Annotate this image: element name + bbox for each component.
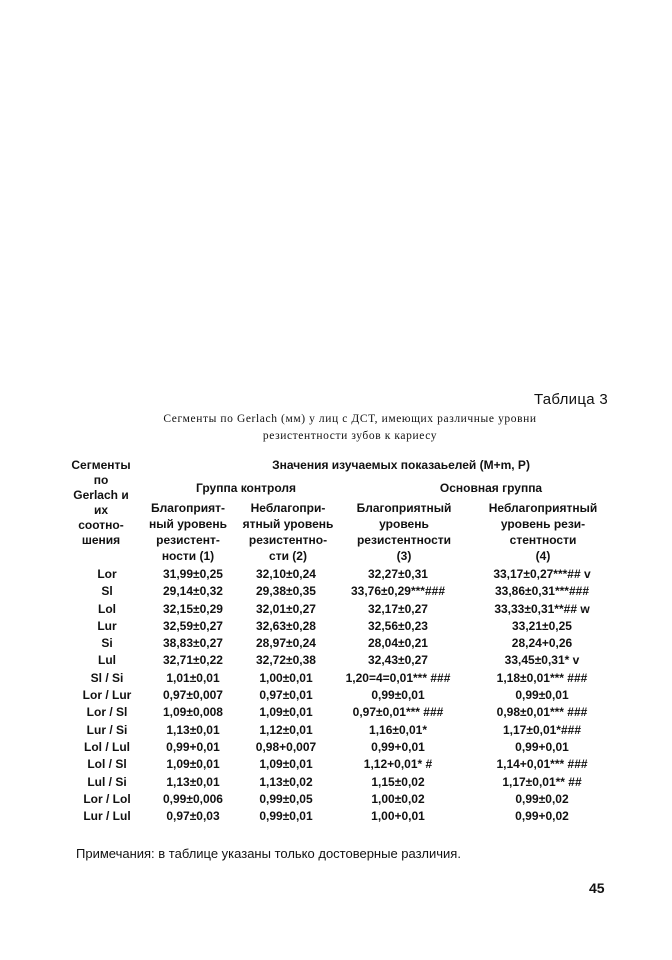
value-cell: 0,99±0,01 (259, 809, 313, 824)
header-segments-line: соотно- (78, 518, 124, 532)
segment-cell: Lur (97, 618, 117, 633)
segment-cell: Lol / Lul (84, 739, 130, 754)
value-cell: 38,83±0,27 (163, 636, 223, 651)
value-cell: 1,09±0,01 (166, 757, 220, 772)
value-cell: 1,12±0,01 (259, 722, 313, 737)
value-cell: 1,20=4=0,01*** ### (345, 670, 451, 685)
value-cell: 33,86±0,31***### (494, 584, 589, 599)
header-segments-line: шения (81, 533, 121, 547)
value-cell: 0,99±0,01 (371, 688, 425, 703)
value-cell: 0,97±0,03 (166, 809, 220, 824)
value-cell: 32,43±0,27 (368, 653, 428, 668)
header-segments-line: Gerlach и (73, 488, 129, 502)
value-cell: 1,17±0,01*### (503, 722, 581, 737)
header-segments-line: их (93, 503, 109, 517)
value-cell: 31,99±0,25 (163, 567, 223, 581)
value-cell: 0,99+0,01 (371, 739, 425, 754)
header-col-line: уровень рези- (500, 517, 586, 531)
table-caption-line-1: Сегменты по Gerlach (мм) у лиц с ДСТ, имеющих различные уровни (163, 413, 537, 425)
table-row (66, 791, 621, 808)
table-row (66, 704, 621, 721)
table-row (66, 739, 621, 756)
header-col-line: (4) (535, 549, 551, 563)
value-cell: 32,01±0,27 (256, 601, 316, 616)
value-cell: 28,97±0,24 (256, 636, 316, 651)
value-cell: 32,27±0,31 (368, 567, 428, 581)
segment-cell: Sl / Si (90, 670, 124, 685)
header-col-line: Неблагопри- (250, 501, 326, 515)
data-table (66, 456, 621, 825)
segment-cell: Lor / Lur (82, 688, 132, 703)
segment-cell: Lol (98, 601, 116, 616)
header-control-group: Группа контроля (196, 481, 296, 495)
value-cell: 29,14±0,32 (163, 584, 223, 599)
value-cell: 1,09±0,008 (163, 705, 223, 720)
segment-cell: Lor (97, 567, 117, 581)
table-row (66, 635, 621, 652)
table-row (66, 601, 621, 618)
header-col-line: ный уровень (149, 517, 227, 531)
value-cell: 1,09±0,01 (259, 705, 313, 720)
table-row (66, 722, 621, 739)
value-cell: 1,13±0,01 (166, 722, 220, 737)
value-cell: 1,14+0,01*** ### (496, 757, 588, 772)
header-col-line: резистентно- (248, 533, 328, 547)
header-col-line: Неблагоприятный (488, 501, 598, 515)
header-segments-line: Сегменты (71, 458, 131, 472)
table-row (66, 618, 621, 635)
table-row (66, 756, 621, 773)
value-cell: 32,71±0,22 (163, 653, 223, 668)
table-header (66, 456, 621, 566)
table-row (66, 774, 621, 791)
segment-cell: Lor / Lol (83, 791, 131, 806)
segment-cell: Si (101, 636, 113, 651)
header-col-line: уровень (379, 517, 429, 531)
header-col-line: резистент- (156, 533, 220, 547)
value-cell: 0,99+0,01 (515, 739, 569, 754)
value-cell: 0,99±0,05 (259, 791, 313, 806)
table-note: Примечания: в таблице указаны только достоверные различия. (76, 846, 461, 861)
value-cell: 29,38±0,35 (256, 584, 316, 599)
table-row (66, 583, 621, 600)
value-cell: 0,97±0,01 (259, 688, 313, 703)
value-cell: 0,99±0,006 (163, 791, 223, 806)
table-row (66, 670, 621, 687)
table-caption-line-2: резистентности зубов к кариесу (262, 430, 438, 442)
value-cell: 33,45±0,31* v (504, 653, 580, 668)
value-cell: 32,17±0,27 (368, 601, 428, 616)
header-col-line: (3) (396, 549, 412, 563)
header-segments (66, 458, 136, 548)
header-col-line: ности (1) (161, 549, 215, 563)
segment-cell: Lol / Sl (87, 757, 127, 772)
segment-cell: Sl (101, 584, 113, 599)
value-cell: 1,13±0,01 (166, 774, 220, 789)
header-col-4 (468, 500, 618, 564)
value-cell: 1,18±0,01*** ### (496, 670, 588, 685)
segment-cell: Lur / Lul (83, 809, 131, 824)
header-col-2 (238, 500, 338, 564)
table-row (66, 566, 621, 583)
table-body (66, 566, 621, 825)
value-cell: 0,99±0,01 (515, 688, 569, 703)
value-cell: 0,98±0,01*** ### (496, 705, 588, 720)
value-cell: 32,63±0,28 (256, 618, 316, 633)
header-segments-line: по (93, 473, 109, 487)
value-cell: 1,13±0,02 (259, 774, 313, 789)
value-cell: 32,15±0,29 (163, 601, 223, 616)
header-col-line: Благоприят- (151, 501, 225, 515)
value-cell: 0,99+0,01 (166, 739, 220, 754)
value-cell: 32,59±0,27 (163, 618, 223, 633)
header-col-line: Благоприятный (356, 501, 452, 515)
value-cell: 33,76±0,29***### (350, 584, 445, 599)
page-number: 45 (589, 880, 605, 896)
value-cell: 28,24+0,26 (511, 636, 573, 651)
value-cell: 1,00±0,02 (371, 791, 425, 806)
value-cell: 1,00±0,01 (259, 670, 313, 685)
table-label: Таблица 3 (533, 391, 608, 408)
table-row (66, 808, 621, 825)
segment-cell: Lul / Si (87, 774, 127, 789)
value-cell: 32,10±0,24 (256, 567, 316, 581)
segment-cell: Lor / Sl (86, 705, 128, 720)
value-cell: 33,33±0,31**## w (494, 601, 590, 616)
header-col-line: стентности (509, 533, 577, 547)
value-cell: 0,99±0,02 (515, 791, 569, 806)
table-row (66, 652, 621, 669)
value-cell: 0,97±0,01*** ### (352, 705, 444, 720)
value-cell: 32,72±0,38 (256, 653, 316, 668)
header-values-title: Значения изучаемых показаьелей (M+m, P) (272, 458, 530, 472)
segment-cell: Lur / Si (86, 722, 128, 737)
header-col-line: сти (2) (269, 549, 307, 563)
value-cell: 33,21±0,25 (512, 618, 572, 633)
header-col-line: ятный уровень (242, 517, 334, 531)
header-main-group: Основная группа (439, 481, 543, 495)
value-cell: 28,04±0,21 (368, 636, 428, 651)
value-cell: 1,16±0,01* (369, 722, 427, 737)
value-cell: 1,00+0,01 (371, 809, 425, 824)
header-col-3 (344, 500, 464, 564)
value-cell: 0,99+0,02 (515, 809, 569, 824)
value-cell: 1,09±0,01 (259, 757, 313, 772)
header-col-1 (142, 500, 234, 564)
value-cell: 1,12+0,01* # (363, 757, 433, 772)
value-cell: 1,01±0,01 (166, 670, 220, 685)
value-cell: 0,98+0,007 (255, 739, 317, 754)
value-cell: 1,17±0,01** ## (502, 774, 582, 789)
value-cell: 32,56±0,23 (368, 618, 428, 633)
header-col-line: резистентности (356, 533, 452, 547)
value-cell: 33,17±0,27***## v (493, 567, 591, 581)
value-cell: 0,97±0,007 (163, 688, 223, 703)
value-cell: 1,15±0,02 (371, 774, 425, 789)
segment-cell: Lul (98, 653, 116, 668)
table-row (66, 687, 621, 704)
